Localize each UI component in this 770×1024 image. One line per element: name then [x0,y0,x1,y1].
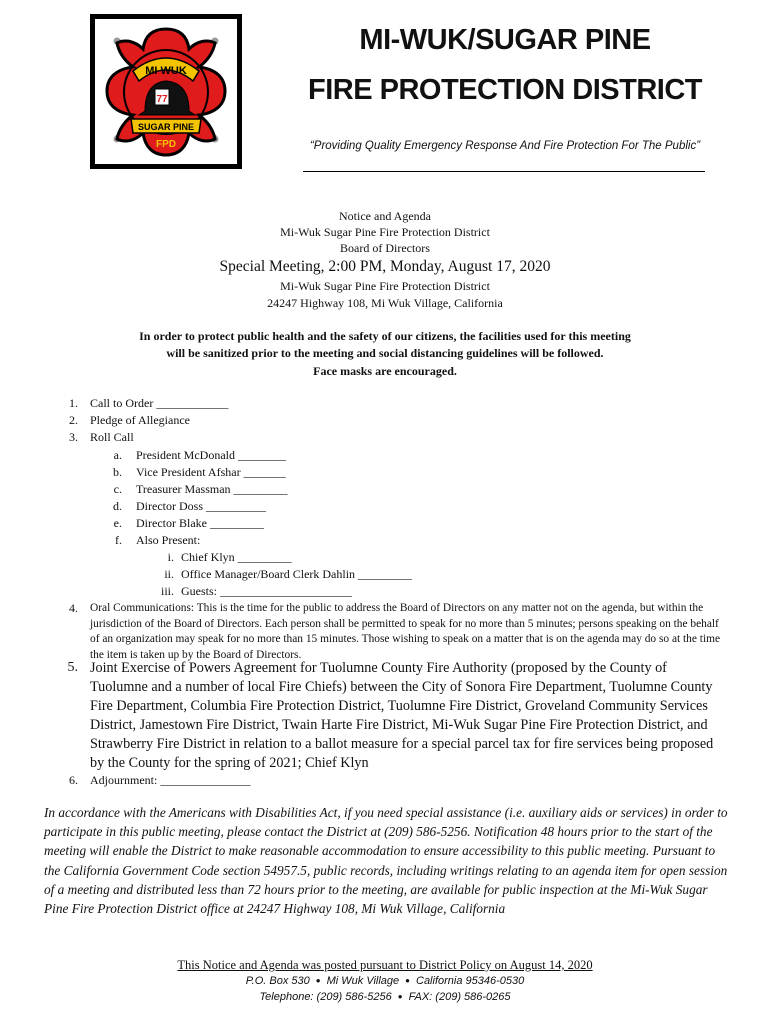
agenda-item-number: 6. [69,773,78,787]
roll-call-letter: d. [113,499,122,513]
notice-heading: Notice and Agenda [339,209,431,223]
agenda-item-number: 5. [67,660,78,675]
roll-call-letter: c. [113,482,122,496]
logo-bottom-text: FPD [156,139,176,150]
notice-district: Mi-Wuk Sugar Pine Fire Protection District [280,225,490,239]
meeting-datetime: Special Meeting, 2:00 PM, Monday, August 17, 2020 [219,258,551,275]
roll-call-letter: e. [113,516,122,530]
footer-contact [0,991,770,1003]
venue-name: Mi-Wuk Sugar Pine Fire Protection District [280,279,490,293]
agenda-item-joint-powers: Joint Exercise of Powers Agreement for Tuolumne County Fire Authority (proposed by the County of Tuolumne and a number of local Fire Chiefs) between the City of Sonora Fire Department, Tuolumne County Fire Department, Columbia Fire Protection District, Tuolumne Fire District, Groveland Community Services District, Jamestown Fire District, Twain Harte Fire District, Mi-Wuk Sugar Pine Fire Protection District, and Strawberry Fire District in relation to a ballot measure for a special parcel tax for fire services being proposed by the County for the spring of 2021; Chief Klyn [90,660,714,771]
header-divider [303,171,705,172]
bullet-icon: ● [405,976,410,985]
agenda-item-number: 1. [69,396,78,410]
footer-address [0,975,770,987]
roll-call-director-doss: Director Doss __________ [136,499,266,513]
health-notice-line2: will be sanitized prior to the meeting and social distancing guidelines will be followed. [166,346,604,360]
agenda-item-number: 4. [69,601,78,615]
logo-middle-text: SUGAR PINE [137,122,195,132]
roll-call-letter: a. [113,448,122,462]
agenda-item-oral-communications: Oral Communications: This is the time for the public to address the Board of Directors on any matter not on the agenda, but within the jurisdiction of the Board of Directors. Each person shall be permitted to speak for no more than 5 minutes; persons speaking on the behalf of an organization may speak for no more than 15 minutes. Those wishing to speak on a matter that is on the agenda may do so at the time the item is taken up by the Board of Directors. [90,602,721,661]
health-notice-line3: Face masks are encouraged. [313,364,457,378]
village: Mi Wuk Village [326,975,400,987]
venue-address: 24247 Highway 108, Mi Wuk Village, California [267,296,503,310]
telephone: Telephone: (209) 586-5256 [259,991,392,1003]
tagline: “Providing Quality Emergency Response And Fire Protection For The Public” [309,140,701,152]
roll-call-president: President McDonald ________ [136,448,286,462]
roll-call-treasurer: Treasurer Massman _________ [136,482,288,496]
po-box: P.O. Box 530 [245,975,310,987]
district-logo [90,14,242,169]
agenda-item-adjournment: Adjournment: _______________ [90,773,251,787]
also-present-chief: Chief Klyn _________ [181,550,292,564]
health-notice-line1: In order to protect public health and the safety of our citizens, the facilities used for this meeting [139,329,631,343]
also-present-guests: Guests: ______________________ [181,584,352,598]
posting-statement [0,958,770,973]
fax: FAX: (209) 586-0265 [408,991,511,1003]
agenda-item-call-to-order: Call to Order ____________ [90,396,229,410]
roll-call-letter: f. [115,533,122,547]
also-present-numeral: ii. [164,567,174,581]
maltese-cross-emblem [95,19,237,164]
also-present-numeral: i. [167,550,174,564]
notice-board: Board of Directors [340,241,430,255]
agenda-item-roll-call: Roll Call [90,430,134,444]
bullet-icon: ● [315,976,321,985]
ada-notice: In accordance with the Americans with Disabilities Act, if you need special assistance (i.e. auxiliary aids or services) in order to participate in this public meeting, please contact the District at (209) 586-5256. Notification 48 hours prior to the start of the meeting will enable the District to make reasonable accommodation to ensure accessibility to this public meeting. Pursuant to the California Government Code section 54957.5, public records, including writings relating to an agenda item for open session of a meeting and distributed less than 72 hours prior to the meeting, are available for public inspection at the Mi-Wuk Sugar Pine Fire Protection District office at 24247 Highway 108, Mi Wuk Village, California [44,805,728,917]
agenda-item-number: 3. [69,430,78,444]
roll-call-director-blake: Director Blake _________ [136,516,264,530]
bullet-icon: ● [397,992,403,1001]
roll-call-also-present: Also Present: [136,533,201,547]
logo-top-text: MI WUK [145,65,187,77]
district-title-line2: FIRE PROTECTION DISTRICT [308,74,702,106]
roll-call-letter: b. [113,465,122,479]
roll-call-vice-president: Vice President Afshar _______ [136,465,286,479]
posting-statement-text: This Notice and Agenda was posted pursuant to District Policy on August 14, 2020 [177,958,593,972]
agenda-item-number: 2. [69,413,78,427]
agenda-item-pledge: Pledge of Allegiance [90,413,190,427]
also-present-numeral: iii. [160,584,174,598]
also-present-clerk: Office Manager/Board Clerk Dahlin _________ [181,567,413,581]
state-zip: California 95346-0530 [416,975,525,987]
district-title-line1: MI-WUK/SUGAR PINE [359,24,651,56]
logo-helmet-number: 77 [156,94,168,105]
